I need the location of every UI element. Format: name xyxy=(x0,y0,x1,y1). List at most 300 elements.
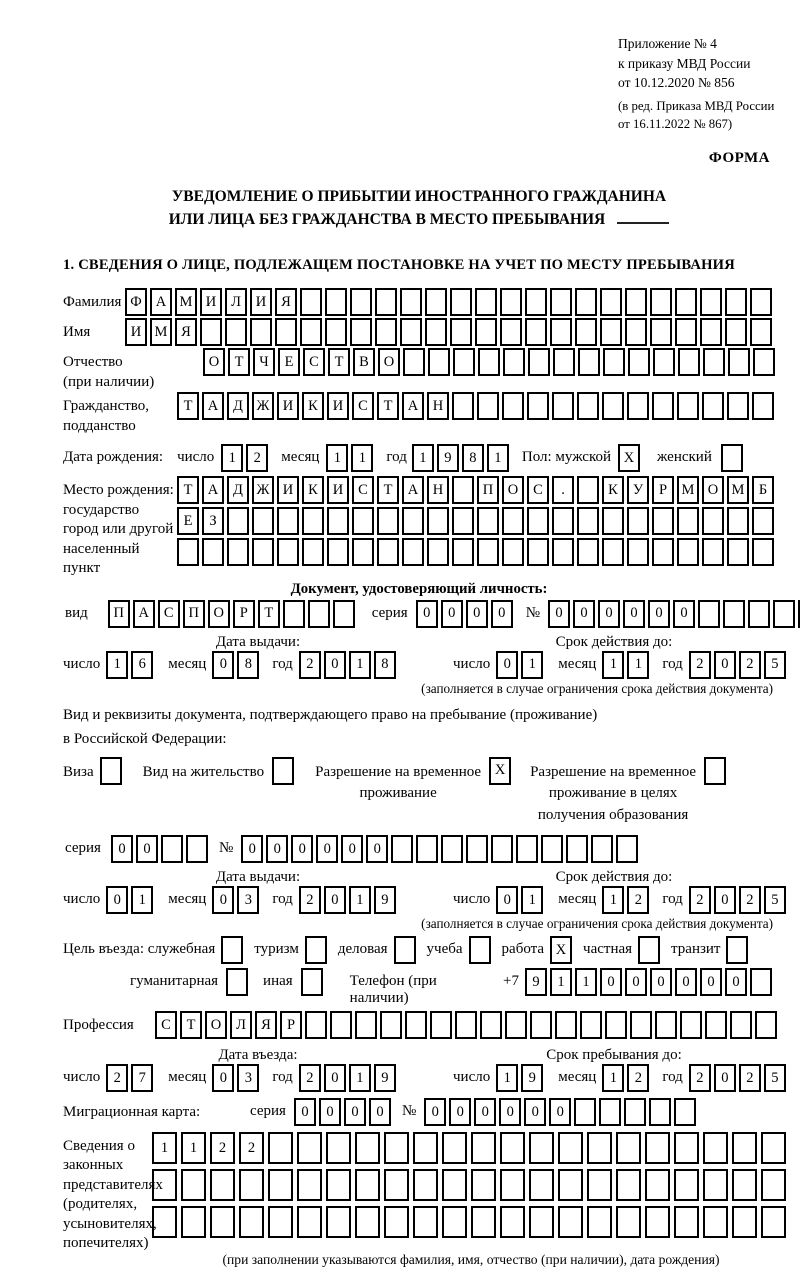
char-cell[interactable]: Я xyxy=(275,288,297,316)
char-cell[interactable] xyxy=(602,392,624,420)
char-cell[interactable]: К xyxy=(302,392,324,420)
char-cell[interactable]: 0 xyxy=(499,1098,521,1126)
char-cell[interactable] xyxy=(652,507,674,535)
char-cell[interactable] xyxy=(442,1206,467,1238)
char-cell[interactable]: 0 xyxy=(266,835,288,863)
char-cell[interactable] xyxy=(505,1011,527,1039)
char-cell[interactable]: 9 xyxy=(374,886,396,914)
char-cell[interactable] xyxy=(450,318,472,346)
char-cell[interactable] xyxy=(308,600,330,628)
char-cell[interactable]: С xyxy=(527,476,549,504)
char-cell[interactable] xyxy=(428,348,450,376)
char-cell[interactable]: Н xyxy=(427,476,449,504)
char-cell[interactable] xyxy=(625,318,647,346)
char-cell[interactable] xyxy=(297,1132,322,1164)
char-cell[interactable] xyxy=(502,538,524,566)
char-cell[interactable]: И xyxy=(250,288,272,316)
char-cell[interactable] xyxy=(516,835,538,863)
char-cell[interactable]: 0 xyxy=(623,600,645,628)
char-cell[interactable]: 1 xyxy=(602,1064,624,1092)
char-cell[interactable] xyxy=(202,538,224,566)
char-cell[interactable] xyxy=(352,538,374,566)
char-cell[interactable] xyxy=(752,538,774,566)
char-cell[interactable] xyxy=(302,538,324,566)
char-cell[interactable] xyxy=(330,1011,352,1039)
char-cell[interactable]: А xyxy=(133,600,155,628)
char-cell[interactable]: . xyxy=(552,476,574,504)
char-cell[interactable]: 1 xyxy=(131,886,153,914)
char-cell[interactable] xyxy=(450,288,472,316)
char-cell[interactable]: О xyxy=(502,476,524,504)
char-cell[interactable] xyxy=(500,1169,525,1201)
char-cell[interactable] xyxy=(427,538,449,566)
char-cell[interactable] xyxy=(302,507,324,535)
char-cell[interactable]: С xyxy=(352,476,374,504)
char-cell[interactable]: Ф xyxy=(125,288,147,316)
char-cell[interactable] xyxy=(653,348,675,376)
char-cell[interactable] xyxy=(469,936,491,964)
char-cell[interactable] xyxy=(527,507,549,535)
char-cell[interactable] xyxy=(500,1206,525,1238)
char-cell[interactable]: 0 xyxy=(324,1064,346,1092)
char-cell[interactable]: 0 xyxy=(106,886,128,914)
char-cell[interactable]: 0 xyxy=(714,886,736,914)
char-cell[interactable]: 0 xyxy=(549,1098,571,1126)
char-cell[interactable] xyxy=(574,1098,596,1126)
char-cell[interactable]: 5 xyxy=(764,886,786,914)
char-cell[interactable]: 1 xyxy=(349,651,371,679)
char-cell[interactable]: А xyxy=(402,392,424,420)
char-cell[interactable]: 0 xyxy=(324,886,346,914)
char-cell[interactable] xyxy=(375,288,397,316)
char-cell[interactable] xyxy=(300,288,322,316)
char-cell[interactable] xyxy=(627,507,649,535)
char-cell[interactable] xyxy=(227,507,249,535)
char-cell[interactable] xyxy=(678,348,700,376)
char-cell[interactable]: 0 xyxy=(416,600,438,628)
char-cell[interactable] xyxy=(599,1098,621,1126)
char-cell[interactable]: 0 xyxy=(600,968,622,996)
char-cell[interactable] xyxy=(272,757,294,785)
char-cell[interactable]: 0 xyxy=(496,651,518,679)
char-cell[interactable]: 0 xyxy=(136,835,158,863)
char-cell[interactable] xyxy=(649,1098,671,1126)
char-cell[interactable]: 1 xyxy=(326,444,348,472)
char-cell[interactable]: 1 xyxy=(550,968,572,996)
char-cell[interactable] xyxy=(300,318,322,346)
char-cell[interactable] xyxy=(200,318,222,346)
char-cell[interactable]: Т xyxy=(328,348,350,376)
char-cell[interactable] xyxy=(705,1011,727,1039)
char-cell[interactable]: Д xyxy=(227,476,249,504)
char-cell[interactable] xyxy=(558,1169,583,1201)
char-cell[interactable] xyxy=(502,507,524,535)
char-cell[interactable] xyxy=(177,538,199,566)
char-cell[interactable] xyxy=(616,1169,641,1201)
char-cell[interactable] xyxy=(616,1132,641,1164)
char-cell[interactable]: 1 xyxy=(627,651,649,679)
char-cell[interactable] xyxy=(500,1132,525,1164)
char-cell[interactable] xyxy=(575,288,597,316)
char-cell[interactable] xyxy=(283,600,305,628)
char-cell[interactable] xyxy=(752,392,774,420)
char-cell[interactable] xyxy=(442,1132,467,1164)
char-cell[interactable] xyxy=(225,318,247,346)
char-cell[interactable] xyxy=(645,1132,670,1164)
char-cell[interactable] xyxy=(466,835,488,863)
char-cell[interactable]: 2 xyxy=(739,1064,761,1092)
char-cell[interactable] xyxy=(650,288,672,316)
char-cell[interactable] xyxy=(355,1169,380,1201)
char-cell[interactable] xyxy=(616,835,638,863)
char-cell[interactable] xyxy=(727,538,749,566)
char-cell[interactable] xyxy=(503,348,525,376)
char-cell[interactable] xyxy=(297,1206,322,1238)
char-cell[interactable] xyxy=(475,318,497,346)
char-cell[interactable]: 0 xyxy=(714,651,736,679)
char-cell[interactable] xyxy=(413,1169,438,1201)
char-cell[interactable] xyxy=(602,507,624,535)
char-cell[interactable]: 0 xyxy=(714,1064,736,1092)
char-cell[interactable] xyxy=(698,600,720,628)
char-cell[interactable] xyxy=(552,507,574,535)
char-cell[interactable] xyxy=(703,1169,728,1201)
char-cell[interactable] xyxy=(477,507,499,535)
char-cell[interactable] xyxy=(700,318,722,346)
char-cell[interactable] xyxy=(530,1011,552,1039)
char-cell[interactable] xyxy=(333,600,355,628)
char-cell[interactable] xyxy=(645,1169,670,1201)
char-cell[interactable] xyxy=(726,936,748,964)
char-cell[interactable] xyxy=(577,392,599,420)
char-cell[interactable] xyxy=(577,538,599,566)
char-cell[interactable] xyxy=(413,1206,438,1238)
char-cell[interactable]: М xyxy=(150,318,172,346)
char-cell[interactable] xyxy=(703,348,725,376)
char-cell[interactable] xyxy=(680,1011,702,1039)
char-cell[interactable] xyxy=(452,476,474,504)
char-cell[interactable] xyxy=(638,936,660,964)
char-cell[interactable] xyxy=(624,1098,646,1126)
char-cell[interactable]: Т xyxy=(258,600,280,628)
char-cell[interactable] xyxy=(326,1132,351,1164)
char-cell[interactable] xyxy=(753,348,775,376)
char-cell[interactable] xyxy=(761,1206,786,1238)
char-cell[interactable] xyxy=(587,1169,612,1201)
char-cell[interactable]: 0 xyxy=(212,651,234,679)
char-cell[interactable]: 1 xyxy=(351,444,373,472)
char-cell[interactable]: 5 xyxy=(764,1064,786,1092)
char-cell[interactable]: И xyxy=(277,476,299,504)
char-cell[interactable] xyxy=(527,538,549,566)
char-cell[interactable] xyxy=(550,288,572,316)
char-cell[interactable] xyxy=(728,348,750,376)
char-cell[interactable]: А xyxy=(202,392,224,420)
char-cell[interactable]: 2 xyxy=(210,1132,235,1164)
char-cell[interactable] xyxy=(578,348,600,376)
char-cell[interactable]: Ч xyxy=(253,348,275,376)
char-cell[interactable]: С xyxy=(158,600,180,628)
char-cell[interactable]: 9 xyxy=(525,968,547,996)
char-cell[interactable] xyxy=(268,1206,293,1238)
char-cell[interactable]: 0 xyxy=(341,835,363,863)
char-cell[interactable] xyxy=(528,348,550,376)
char-cell[interactable]: Р xyxy=(233,600,255,628)
char-cell[interactable]: Е xyxy=(177,507,199,535)
char-cell[interactable] xyxy=(732,1169,757,1201)
char-cell[interactable]: О xyxy=(203,348,225,376)
char-cell[interactable] xyxy=(723,600,745,628)
char-cell[interactable]: 0 xyxy=(700,968,722,996)
char-cell[interactable] xyxy=(541,835,563,863)
char-cell[interactable] xyxy=(100,757,122,785)
char-cell[interactable]: 1 xyxy=(106,651,128,679)
char-cell[interactable]: 0 xyxy=(573,600,595,628)
char-cell[interactable]: 1 xyxy=(602,886,624,914)
char-cell[interactable] xyxy=(478,348,500,376)
char-cell[interactable] xyxy=(566,835,588,863)
char-cell[interactable] xyxy=(355,1132,380,1164)
char-cell[interactable]: 1 xyxy=(349,1064,371,1092)
char-cell[interactable] xyxy=(480,1011,502,1039)
char-cell[interactable]: У xyxy=(627,476,649,504)
char-cell[interactable]: 0 xyxy=(491,600,513,628)
char-cell[interactable] xyxy=(402,538,424,566)
char-cell[interactable] xyxy=(161,835,183,863)
char-cell[interactable] xyxy=(326,1169,351,1201)
char-cell[interactable]: А xyxy=(402,476,424,504)
char-cell[interactable] xyxy=(703,1206,728,1238)
char-cell[interactable] xyxy=(239,1169,264,1201)
char-cell[interactable]: И xyxy=(200,288,222,316)
char-cell[interactable]: 8 xyxy=(462,444,484,472)
char-cell[interactable] xyxy=(652,538,674,566)
char-cell[interactable] xyxy=(761,1132,786,1164)
char-cell[interactable] xyxy=(400,288,422,316)
char-cell[interactable]: 3 xyxy=(237,1064,259,1092)
char-cell[interactable]: 5 xyxy=(764,651,786,679)
char-cell[interactable] xyxy=(625,288,647,316)
char-cell[interactable] xyxy=(721,444,743,472)
char-cell[interactable]: С xyxy=(303,348,325,376)
char-cell[interactable] xyxy=(277,538,299,566)
char-cell[interactable]: Е xyxy=(278,348,300,376)
char-cell[interactable]: М xyxy=(175,288,197,316)
char-cell[interactable] xyxy=(325,318,347,346)
char-cell[interactable]: 0 xyxy=(648,600,670,628)
char-cell[interactable]: А xyxy=(150,288,172,316)
char-cell[interactable] xyxy=(727,507,749,535)
char-cell[interactable]: X xyxy=(618,444,640,472)
char-cell[interactable] xyxy=(732,1132,757,1164)
char-cell[interactable]: 0 xyxy=(424,1098,446,1126)
char-cell[interactable]: 1 xyxy=(496,1064,518,1092)
char-cell[interactable]: 0 xyxy=(466,600,488,628)
char-cell[interactable] xyxy=(275,318,297,346)
char-cell[interactable]: 2 xyxy=(689,1064,711,1092)
char-cell[interactable] xyxy=(616,1206,641,1238)
char-cell[interactable]: 0 xyxy=(598,600,620,628)
char-cell[interactable]: 0 xyxy=(524,1098,546,1126)
char-cell[interactable] xyxy=(325,288,347,316)
char-cell[interactable] xyxy=(475,288,497,316)
char-cell[interactable] xyxy=(471,1206,496,1238)
char-cell[interactable] xyxy=(552,538,574,566)
char-cell[interactable]: 0 xyxy=(324,651,346,679)
char-cell[interactable] xyxy=(452,507,474,535)
char-cell[interactable]: К xyxy=(602,476,624,504)
char-cell[interactable] xyxy=(226,968,248,996)
char-cell[interactable]: 2 xyxy=(299,651,321,679)
char-cell[interactable] xyxy=(704,757,726,785)
char-cell[interactable]: Н xyxy=(427,392,449,420)
char-cell[interactable] xyxy=(413,1132,438,1164)
char-cell[interactable]: 0 xyxy=(725,968,747,996)
char-cell[interactable]: 0 xyxy=(316,835,338,863)
char-cell[interactable]: М xyxy=(727,476,749,504)
char-cell[interactable]: 7 xyxy=(131,1064,153,1092)
char-cell[interactable] xyxy=(600,288,622,316)
char-cell[interactable] xyxy=(605,1011,627,1039)
char-cell[interactable]: 6 xyxy=(131,651,153,679)
char-cell[interactable] xyxy=(186,835,208,863)
char-cell[interactable] xyxy=(305,1011,327,1039)
char-cell[interactable]: Я xyxy=(255,1011,277,1039)
char-cell[interactable]: 0 xyxy=(441,600,463,628)
char-cell[interactable]: 2 xyxy=(739,651,761,679)
char-cell[interactable]: 2 xyxy=(689,886,711,914)
char-cell[interactable] xyxy=(748,600,770,628)
char-cell[interactable]: 0 xyxy=(369,1098,391,1126)
char-cell[interactable] xyxy=(627,392,649,420)
char-cell[interactable]: 0 xyxy=(319,1098,341,1126)
char-cell[interactable] xyxy=(477,538,499,566)
char-cell[interactable]: 0 xyxy=(675,968,697,996)
char-cell[interactable] xyxy=(750,968,772,996)
char-cell[interactable]: 0 xyxy=(548,600,570,628)
char-cell[interactable]: Т xyxy=(228,348,250,376)
char-cell[interactable] xyxy=(268,1169,293,1201)
char-cell[interactable] xyxy=(591,835,613,863)
char-cell[interactable]: Т xyxy=(177,476,199,504)
char-cell[interactable]: П xyxy=(477,476,499,504)
char-cell[interactable]: 0 xyxy=(673,600,695,628)
char-cell[interactable]: О xyxy=(205,1011,227,1039)
char-cell[interactable] xyxy=(377,507,399,535)
char-cell[interactable]: 9 xyxy=(437,444,459,472)
char-cell[interactable] xyxy=(558,1132,583,1164)
char-cell[interactable]: 2 xyxy=(106,1064,128,1092)
char-cell[interactable]: Д xyxy=(227,392,249,420)
char-cell[interactable]: П xyxy=(108,600,130,628)
char-cell[interactable] xyxy=(452,392,474,420)
char-cell[interactable]: И xyxy=(327,476,349,504)
char-cell[interactable] xyxy=(602,538,624,566)
char-cell[interactable] xyxy=(727,392,749,420)
char-cell[interactable]: 8 xyxy=(237,651,259,679)
char-cell[interactable] xyxy=(327,507,349,535)
char-cell[interactable] xyxy=(674,1169,699,1201)
char-cell[interactable] xyxy=(350,288,372,316)
char-cell[interactable]: 0 xyxy=(294,1098,316,1126)
char-cell[interactable] xyxy=(725,318,747,346)
char-cell[interactable] xyxy=(750,318,772,346)
char-cell[interactable] xyxy=(350,318,372,346)
char-cell[interactable] xyxy=(529,1132,554,1164)
char-cell[interactable] xyxy=(355,1206,380,1238)
char-cell[interactable]: 2 xyxy=(239,1132,264,1164)
char-cell[interactable] xyxy=(391,835,413,863)
char-cell[interactable] xyxy=(327,538,349,566)
char-cell[interactable] xyxy=(525,318,547,346)
char-cell[interactable]: В xyxy=(353,348,375,376)
char-cell[interactable] xyxy=(587,1206,612,1238)
char-cell[interactable]: X xyxy=(489,757,511,785)
char-cell[interactable] xyxy=(442,1169,467,1201)
char-cell[interactable] xyxy=(700,288,722,316)
char-cell[interactable] xyxy=(377,538,399,566)
char-cell[interactable]: Л xyxy=(225,288,247,316)
char-cell[interactable]: 0 xyxy=(212,886,234,914)
char-cell[interactable] xyxy=(400,318,422,346)
char-cell[interactable] xyxy=(677,538,699,566)
char-cell[interactable]: О xyxy=(702,476,724,504)
char-cell[interactable]: К xyxy=(302,476,324,504)
char-cell[interactable]: 1 xyxy=(521,651,543,679)
char-cell[interactable]: X xyxy=(550,936,572,964)
char-cell[interactable] xyxy=(181,1169,206,1201)
char-cell[interactable]: 2 xyxy=(627,886,649,914)
char-cell[interactable] xyxy=(550,318,572,346)
char-cell[interactable] xyxy=(587,1132,612,1164)
char-cell[interactable]: 8 xyxy=(374,651,396,679)
char-cell[interactable] xyxy=(384,1132,409,1164)
char-cell[interactable] xyxy=(455,1011,477,1039)
char-cell[interactable] xyxy=(471,1169,496,1201)
char-cell[interactable] xyxy=(152,1169,177,1201)
char-cell[interactable]: 0 xyxy=(625,968,647,996)
char-cell[interactable]: С xyxy=(155,1011,177,1039)
char-cell[interactable] xyxy=(575,318,597,346)
char-cell[interactable] xyxy=(630,1011,652,1039)
char-cell[interactable] xyxy=(416,835,438,863)
char-cell[interactable]: 2 xyxy=(689,651,711,679)
char-cell[interactable]: 1 xyxy=(521,886,543,914)
char-cell[interactable]: Т xyxy=(377,476,399,504)
char-cell[interactable] xyxy=(600,318,622,346)
char-cell[interactable] xyxy=(152,1206,177,1238)
char-cell[interactable] xyxy=(628,348,650,376)
char-cell[interactable] xyxy=(453,348,475,376)
char-cell[interactable] xyxy=(627,538,649,566)
char-cell[interactable] xyxy=(702,392,724,420)
char-cell[interactable] xyxy=(675,318,697,346)
char-cell[interactable] xyxy=(430,1011,452,1039)
char-cell[interactable] xyxy=(655,1011,677,1039)
char-cell[interactable] xyxy=(674,1206,699,1238)
char-cell[interactable]: 1 xyxy=(152,1132,177,1164)
char-cell[interactable] xyxy=(752,507,774,535)
char-cell[interactable] xyxy=(491,835,513,863)
char-cell[interactable] xyxy=(181,1206,206,1238)
char-cell[interactable] xyxy=(580,1011,602,1039)
char-cell[interactable] xyxy=(502,392,524,420)
char-cell[interactable]: 0 xyxy=(291,835,313,863)
char-cell[interactable]: 0 xyxy=(650,968,672,996)
char-cell[interactable]: А xyxy=(202,476,224,504)
char-cell[interactable]: 3 xyxy=(237,886,259,914)
char-cell[interactable]: 1 xyxy=(575,968,597,996)
